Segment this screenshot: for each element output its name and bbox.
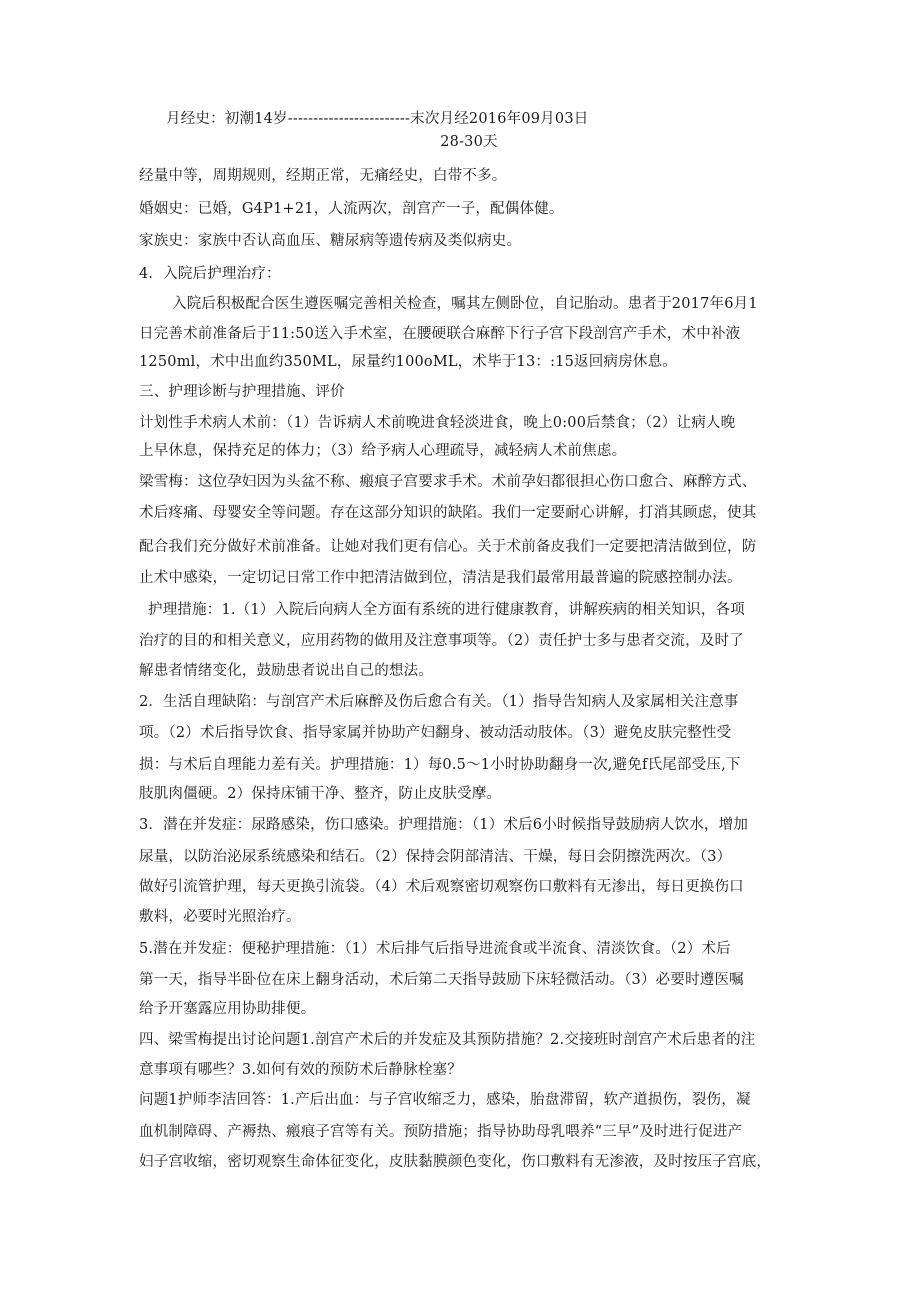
- text-line: 给予开塞露应用协助排便。: [139, 1001, 316, 1017]
- text-line: 计划性手术病人术前：（1）告诉病人术前晚进食轻淡进食，晚上0:00后禁食；（2）让病人晚: [139, 415, 736, 431]
- text-line: 第一天，指导半卧位在床上翻身活动，术后第二天指导鼓励下床轻微活动。（3）必要时遵医嘱: [139, 972, 744, 988]
- text-line: 肢肌肉僵硬。2）保持床铺干净、整齐，防止皮肤受摩。: [139, 786, 502, 802]
- text-line: 入院后积极配合医生遵医嘱完善相关检查，嘱其左侧卧位，自记胎动。患者于2017年6月1: [172, 296, 758, 312]
- text-line: 日完善术前准备后于11:50送入手术室，在腰硬联合麻醉下行子宫下段剖宫产手术，术中补液: [139, 326, 741, 342]
- text-line: 尿量，以防治泌尿系统感染和结石。（2）保持会阴部清洁、干燥，每日会阴擦洗两次。（3）: [139, 849, 732, 865]
- text-line: 上早休息，保持充足的体力；（3）给予病人心理疏导，减轻病人术前焦虑。: [139, 443, 627, 459]
- text-line: 止术中感染，一定切记日常工作中把清洁做到位，清洁是我们最常用最普遍的院感控制办法。: [139, 570, 742, 586]
- text-line: 2．生活自理缺陷：与剖宫产术后麻醉及伤后愈合有关。（1）指导告知病人及家属相关注意事: [139, 694, 739, 710]
- text-line: 意事项有哪些？3.如何有效的预防术后静脉栓塞？: [139, 1062, 462, 1078]
- text-line: 项。（2）术后指导饮食、指导家属并协助产妇翻身、被动活动肢体。（3）避免皮肤完整性受: [139, 725, 732, 741]
- text-line: 梁雪梅：这位孕妇因为头盆不称、瘢痕子宫要求手术。术前孕妇都很担心伤口愈合、麻醉方式、: [139, 474, 757, 490]
- text-line: 四、梁雪梅提出讨论问题1.剖宫产术后的并发症及其预防措施？2.交接班时剖宫产术后患者的注: [139, 1032, 756, 1048]
- text-line: 配合我们充分做好术前准备。让她对我们更有信心。关于术前备皮我们一定要把清洁做到位，防: [139, 539, 757, 555]
- text-line: 治疗的目的和相关意义，应用药物的做用及注意事项等。（2）责任护士多与患者交流，及时了: [139, 633, 744, 649]
- text-line: 敷料，必要时光照治疗。: [139, 909, 301, 925]
- text-line: 术后疼痛、母婴安全等问题。存在这部分知识的缺陷。我们一定要耐心讲解，打消其顾虑，使其: [139, 505, 757, 521]
- text-line: 经量中等，周期规则，经期正常，无痛经史，白带不多。: [139, 168, 507, 184]
- text-line: 问题1护师李洁回答：1.产后出血：与子宫收缩乏力，感染，胎盘滞留，软产道损伤，裂伤，凝: [139, 1092, 751, 1108]
- menstrual-cycle-line: 28-30天: [440, 134, 498, 150]
- text-line: 损：与术后自理能力差有关。护理措施：1）每0.5〜1小时协助翻身一次,避免f氏尾部受压,下: [139, 757, 741, 773]
- text-line: 血机制障碍、产褥热、瘢痕子宫等有关。预防措施；指导协助母乳喂养“三早”及时进行促进产: [139, 1124, 743, 1140]
- text-line: 护理措施：1.（1）入院后向病人全方面有系统的进行健康教育，讲解疾病的相关知识，各项: [148, 602, 745, 618]
- text-line: 解患者情绪变化，鼓励患者说出自己的想法。: [139, 663, 433, 679]
- text-line: 妇子宫收缩，密切观察生命体征变化，皮肤黏膜颜色变化，伤口敷料有无渗液，及时按压子宫底，: [139, 1154, 772, 1170]
- section-heading: 4．入院后护理治疗：: [139, 266, 281, 282]
- marital-history-line: 婚姻史：已婚，G4P1+21，人流两次，剖宫产一子，配偶体健。: [139, 201, 564, 217]
- section-heading: 三、护理诊断与护理措施、评价: [139, 384, 345, 400]
- text-line: 5.潜在并发症：便秘护理措施：（1）术后排气后指导进流食或半流食、清淡饮食。（2）术后: [139, 941, 731, 957]
- family-history-line: 家族史：家族中否认高血压、糖尿病等遗传病及类似病史。: [139, 233, 522, 249]
- text-line: 3．潜在并发症：尿路感染，伤口感染。护理措施：（1）术后6小时候指导鼓励病人饮水，增加: [139, 817, 749, 833]
- text-line: 1250ml，术中出血约350ML，尿量约100oML，术毕于13：:15返回病房休息。: [139, 354, 677, 370]
- text-line: 做好引流管护理，每天更换引流袋。（4）术后观察密切观察伤口敷料有无渗出，每日更换伤口: [139, 879, 744, 895]
- menstrual-history-line: 月经史：初潮14岁------------------------末次月经2016年09月03日: [166, 111, 589, 127]
